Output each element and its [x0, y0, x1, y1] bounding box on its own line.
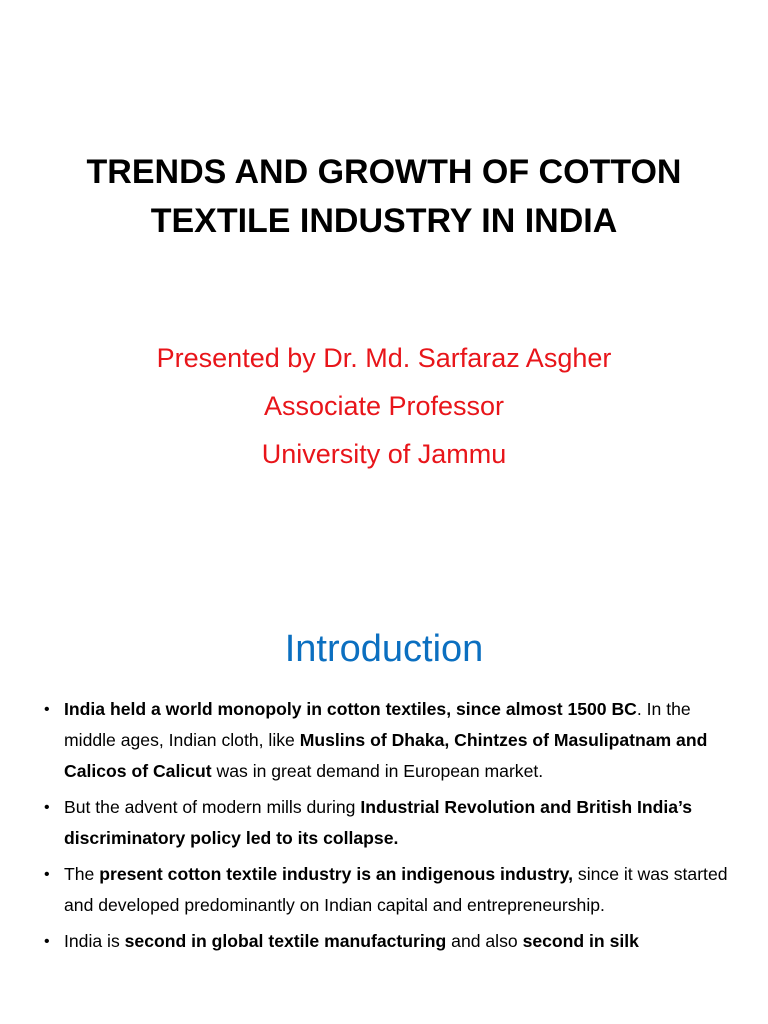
introduction-slide [0, 590, 768, 1024]
bullet-text-bold: present cotton textile industry is an indigenous industry, [99, 864, 574, 884]
bullet-item [44, 926, 734, 957]
bullet-list [44, 694, 734, 962]
title-line: TEXTILE INDUSTRY IN INDIA [150, 202, 618, 240]
presenter-institution: University of Jammu [261, 439, 507, 469]
bullet-point-icon: • [44, 701, 50, 718]
bullet-text: The [64, 864, 100, 884]
bullet-text: was in great demand in European market. [211, 761, 544, 781]
title-line: TRENDS AND GROWTH OF COTTON [86, 153, 682, 191]
bullet-point-icon: • [44, 799, 50, 816]
introduction-heading: Introduction [284, 628, 484, 670]
bullet-text: But the advent of modern mills during [64, 797, 361, 817]
bullet-text-bold: Industrial Revolution and British India’s discriminatory policy led to its collapse. [64, 797, 693, 848]
bullet-item [44, 792, 734, 854]
slide-title [0, 148, 768, 246]
bullet-text-bold: Muslins of Dhaka, Chintzes of Masulipatnam and Calicos of Calicut [64, 730, 708, 781]
bullet-point-icon: • [44, 866, 50, 883]
bullet-text-bold: second in global textile manufacturing [124, 931, 447, 951]
presenter-name: Presented by Dr. Md. Sarfaraz Asgher [156, 343, 612, 373]
bullet-point-icon: • [44, 933, 50, 950]
bullet-text: since it was started and developed predominantly on Indian capital and entrepreneurship. [64, 864, 728, 915]
bullet-text: . In the middle ages, Indian cloth, like [64, 699, 691, 750]
bullet-text-bold: India held a world monopoly in cotton textiles, since almost 1500 BC [64, 699, 637, 719]
bullet-text: and also [446, 931, 523, 951]
bullet-text-bold: second in silk [522, 931, 639, 951]
bullet-item [44, 859, 734, 921]
presenter-block [0, 334, 768, 478]
bullet-text: India is [64, 931, 125, 951]
bullet-item [44, 694, 734, 787]
presenter-position: Associate Professor [263, 391, 505, 421]
